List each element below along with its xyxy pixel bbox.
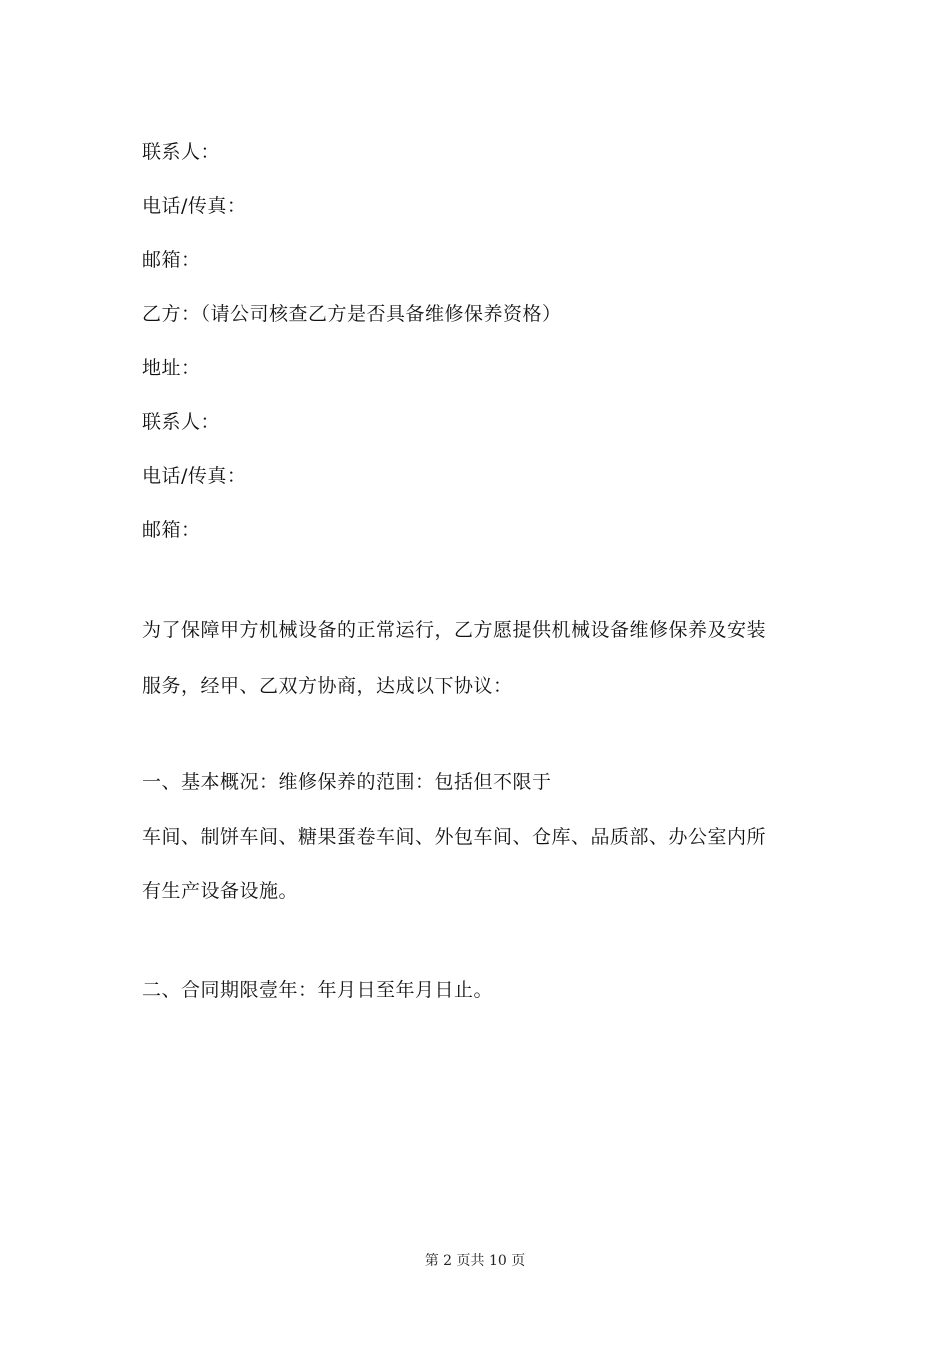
intro-paragraph-line-2: 服务，经甲、乙双方协商，达成以下协议： [142,675,513,697]
page-number-footer: 第 2 页共 10 页 [424,1253,526,1269]
section-1-heading: 一、基本概况：维修保养的范围：包括但不限于 [142,771,552,793]
party-a-phone-fax: 电话/传真： [142,195,247,217]
section-2-heading: 二、合同期限壹年：年月日至年月日止。 [142,979,494,1001]
party-b-contact: 联系人： [142,411,221,433]
intro-paragraph-line-1: 为了保障甲方机械设备的正常运行，乙方愿提供机械设备维修保养及安装 [142,619,767,641]
section-1-line-1: 车间、制饼车间、糖果蛋卷车间、外包车间、仓库、品质部、办公室内所 [142,826,767,848]
section-1-line-2: 有生产设备设施。 [142,880,299,902]
party-b-email: 邮箱： [142,519,201,541]
party-b-phone-fax: 电话/传真： [142,465,247,487]
party-a-contact: 联系人： [142,141,221,163]
party-b-address: 地址： [142,357,201,379]
party-a-email: 邮箱： [142,249,201,271]
party-b-heading: 乙方：（请公司核查乙方是否具备维修保养资格） [142,303,562,325]
